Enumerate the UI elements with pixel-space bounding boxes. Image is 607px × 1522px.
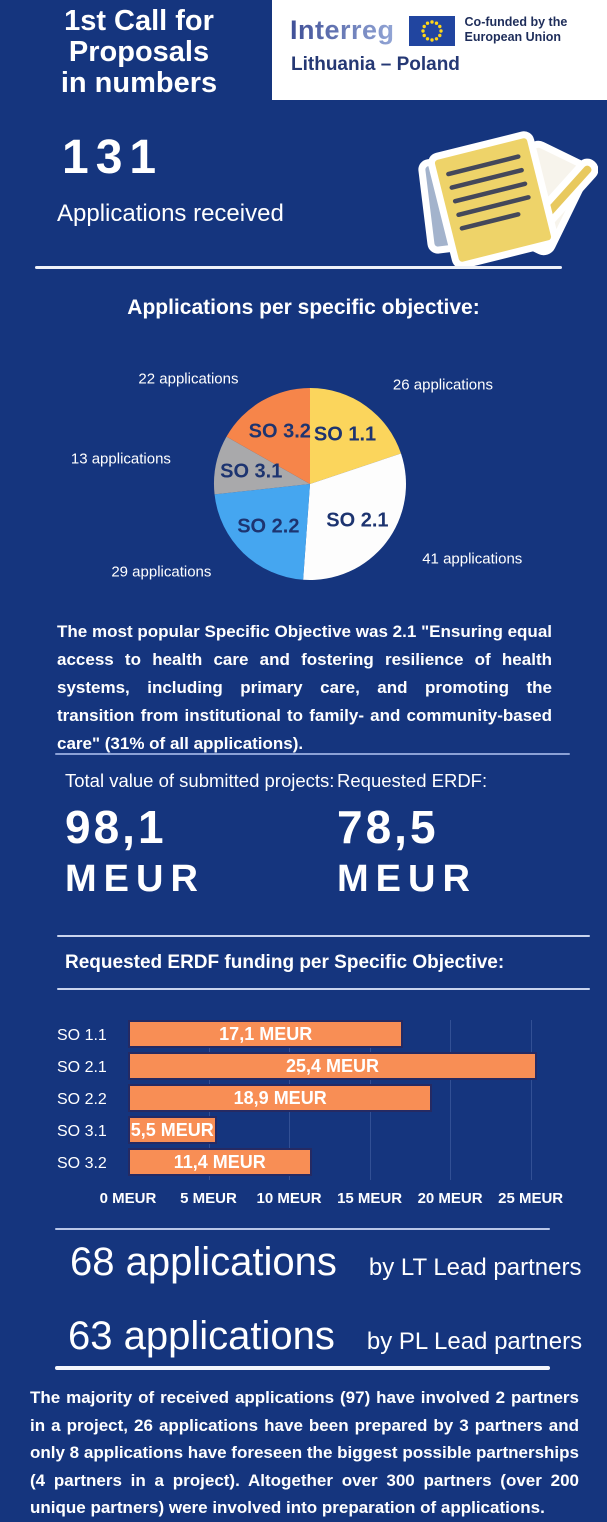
bar-row: [57, 1020, 587, 1052]
pie-callout-label: 29 applications: [111, 563, 212, 581]
divider: [35, 266, 562, 269]
pie-slice-label: SO 3.2: [248, 420, 311, 443]
bar-category-label: SO 2.1: [57, 1059, 107, 1076]
pie-slice-label: SO 2.1: [326, 509, 389, 532]
bar-so-2-1: [128, 1052, 537, 1080]
pie-callout-label: 22 applications: [138, 370, 239, 388]
bar-value-label: 17,1 MEUR: [219, 1023, 313, 1044]
bar-value-label: 25,4 MEUR: [286, 1055, 380, 1076]
divider: [55, 1366, 550, 1370]
total-value-unit: MEUR: [65, 858, 205, 900]
bar-category-label: SO 3.1: [57, 1123, 107, 1140]
pl-lead-partners-label: by PL Lead partners: [366, 1328, 583, 1355]
bar-chart-heading: Requested ERDF funding per Specific Objective:: [65, 952, 505, 973]
bar-row: [57, 1116, 587, 1148]
bar-category-label: SO 3.2: [57, 1155, 107, 1172]
requested-erdf-number: 78,5: [337, 801, 439, 853]
pie-slice-label: SO 3.1: [220, 460, 283, 483]
bar-track: [128, 1148, 587, 1180]
interreg-logo-box: [272, 0, 607, 100]
divider: [57, 988, 590, 990]
bar-row: [57, 1084, 587, 1116]
bar-track: [128, 1084, 587, 1116]
total-value-label: Total value of submitted projects:: [65, 770, 335, 791]
pie-callout-label: 41 applications: [422, 550, 523, 568]
pl-applications-count: 63 applications: [68, 1314, 335, 1358]
bar-so-3-1: [128, 1116, 217, 1144]
documents-icon: [398, 128, 598, 268]
programme-name: Lithuania – Poland: [291, 54, 460, 75]
lt-applications-count: 68 applications: [70, 1240, 337, 1284]
divider: [55, 753, 570, 755]
pie-chart-heading: Applications per specific objective:: [127, 296, 480, 319]
pie-chart: [0, 340, 607, 616]
bar-so-1-1: [128, 1020, 403, 1048]
bar-so-2-2: [128, 1084, 432, 1112]
bar-value-label: 18,9 MEUR: [233, 1087, 327, 1108]
axis-tick-label: 20 MEUR: [417, 1190, 483, 1207]
divider: [57, 935, 590, 937]
pie-callout-label: 13 applications: [70, 450, 171, 468]
bar-row: [57, 1052, 587, 1084]
bar-value-label: 11,4 MEUR: [173, 1151, 266, 1172]
axis-tick-label: 0 MEUR: [99, 1190, 157, 1207]
bar-so-3-2: [128, 1148, 312, 1176]
partnerships-note: The majority of received applications (97) have involved 2 partners in a project, 26 applications have been prepared by 3 partners and only 8 applications have foreseen the biggest possible partnerships (4 partners in a project). Altogether over 300 partners (over 200 unique partners) were involved into preparation of applications.: [30, 1388, 579, 1517]
requested-erdf-label: Requested ERDF:: [337, 770, 488, 791]
axis-tick-label: 25 MEUR: [498, 1190, 564, 1207]
pie-slice-label: SO 2.2: [237, 515, 300, 538]
cofunded-label: Co-funded by the European Union: [464, 15, 568, 44]
bar-chart: [57, 1020, 587, 1216]
bar-chart-axis: [99, 1190, 587, 1216]
eu-flag-icon: [409, 16, 455, 46]
bar-category-label: SO 2.2: [57, 1091, 107, 1108]
axis-tick-label: 10 MEUR: [256, 1190, 322, 1207]
axis-tick-label: 5 MEUR: [180, 1190, 237, 1207]
axis-tick-label: 15 MEUR: [337, 1190, 403, 1207]
divider: [55, 1228, 550, 1230]
applications-received-count: 131: [62, 131, 164, 184]
requested-erdf-unit: MEUR: [337, 858, 477, 900]
bar-track: [128, 1052, 587, 1084]
page-title: [36, 6, 242, 99]
bar-track: [128, 1116, 587, 1148]
bar-row: [57, 1148, 587, 1180]
total-value-block: [65, 770, 334, 901]
bar-value-label: 5,5 MEUR: [130, 1119, 214, 1140]
total-value-number: 98,1: [65, 801, 167, 853]
page-title-line-3: in numbers: [60, 67, 218, 99]
page-title-line-1: 1st Call for: [64, 5, 214, 37]
interreg-logo: Interreg: [290, 15, 395, 45]
popular-objective-note: The most popular Specific Objective was 2.1 "Ensuring equal access to health care and fostering resilience of health systems, including primary care, and promoting the transition from institutional to family- and community-based care" (31% of all applications).: [57, 622, 552, 753]
requested-erdf-block: [337, 770, 487, 901]
page-title-line-2: Proposals: [68, 36, 210, 68]
lt-lead-partners-label: by LT Lead partners: [368, 1254, 582, 1281]
pie-slice-label: SO 1.1: [313, 423, 377, 446]
pie-callout-label: 26 applications: [392, 376, 493, 394]
applications-received-label: Applications received: [57, 200, 284, 227]
pl-lead-partners-row: [68, 1312, 582, 1360]
bar-track: [128, 1020, 587, 1052]
bar-category-label: SO 1.1: [57, 1027, 107, 1044]
lt-lead-partners-row: [70, 1238, 581, 1286]
pie-chart-svg: [212, 386, 408, 582]
